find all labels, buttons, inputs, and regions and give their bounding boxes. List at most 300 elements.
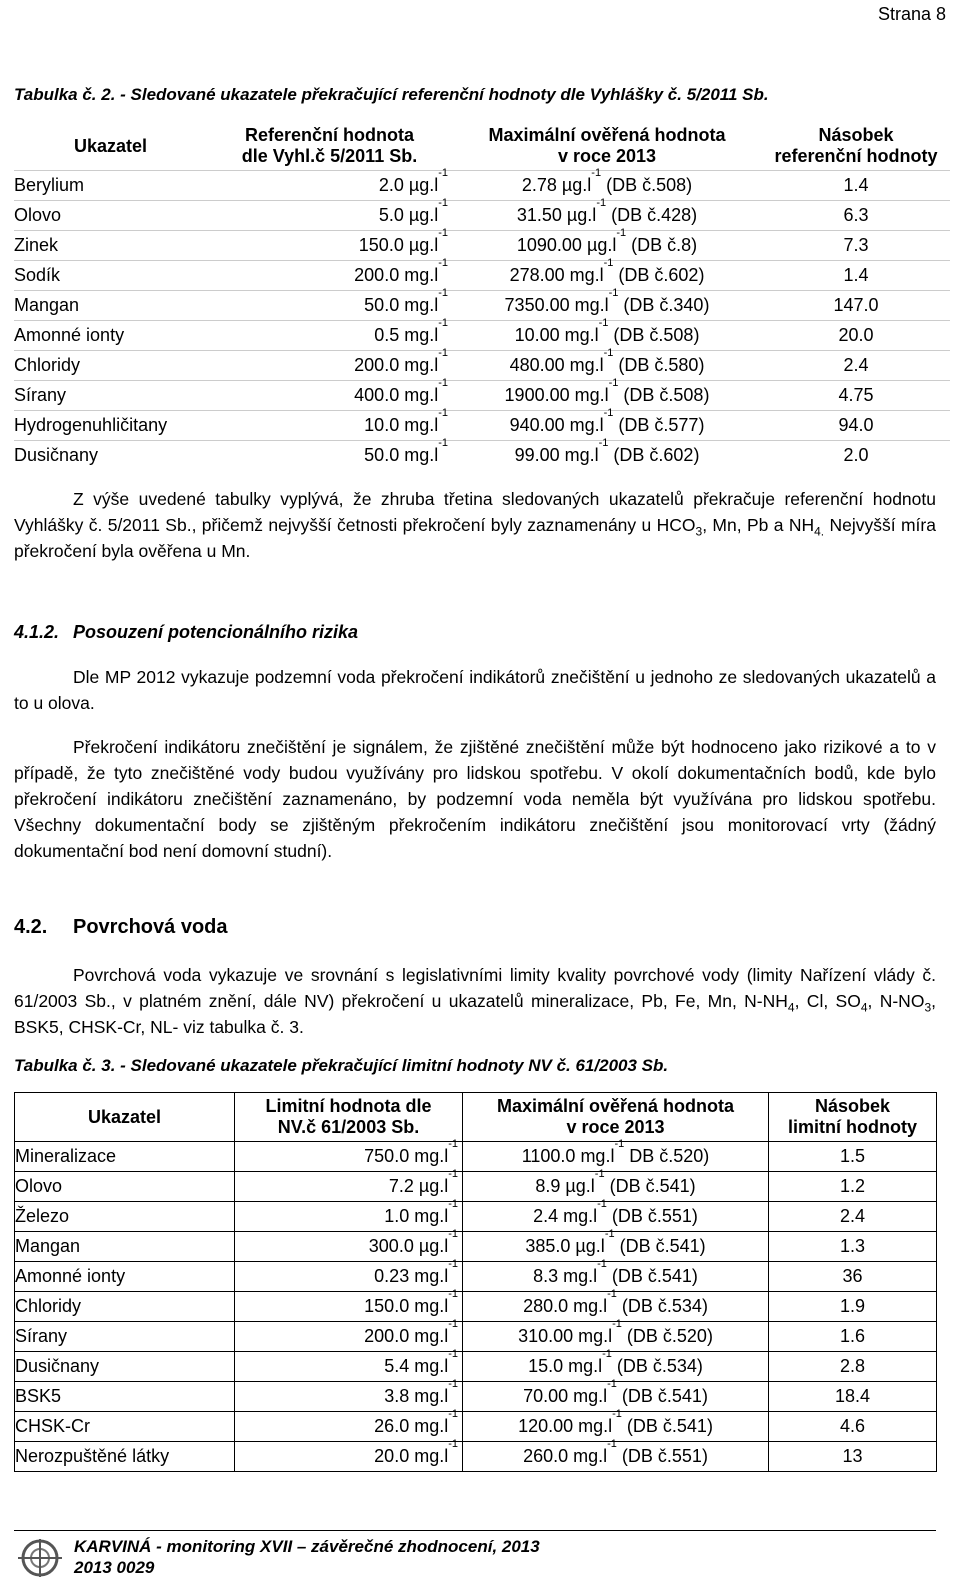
max-value (463, 1288, 769, 1322)
unit-exponent: -1 (614, 1138, 625, 1150)
multiple-value (762, 171, 950, 201)
table-row (15, 1322, 937, 1352)
footer-text (74, 1536, 540, 1578)
p42-b: , Cl, SO (794, 991, 861, 1011)
max-value-text: 2.78 µg.l (521, 175, 592, 195)
table3-header-limit (235, 1093, 463, 1142)
table2-header-maximum (452, 122, 762, 171)
unit-exponent: -1 (448, 1168, 458, 1180)
p42-c: , N-NO (867, 991, 925, 1011)
indicator-name (15, 1202, 235, 1232)
limit-value (235, 1138, 463, 1172)
reference-value (207, 407, 452, 441)
table2-header-reference-line1: Referenční hodnota (244, 125, 414, 145)
multiple-value (769, 1172, 937, 1202)
multiple-value-text: 4.75 (838, 385, 874, 405)
table-row (14, 291, 950, 321)
indicator-name (14, 411, 207, 441)
unit-exponent: -1 (607, 1288, 617, 1300)
table-row (14, 261, 950, 291)
table-row (15, 1292, 937, 1322)
db-reference: (DB č.541) (614, 1236, 706, 1256)
section-412-heading (14, 622, 358, 643)
table3-header-indicator: Ukazatel (15, 1093, 235, 1142)
multiple-value (769, 1262, 937, 1292)
indicator-name (14, 321, 207, 351)
page-number: Strana 8 (877, 4, 946, 24)
multiple-value (769, 1412, 937, 1442)
table3-header-maximum-line1: Maximální ověřená hodnota (496, 1096, 735, 1116)
reference-value-text: 150.0 µg.l (358, 235, 439, 255)
multiple-value-text: 6.3 (843, 205, 869, 225)
db-reference: (DB č.534) (611, 1356, 703, 1376)
reference-value-text: 50.0 mg.l (364, 445, 439, 465)
reference-value (207, 377, 452, 411)
table-row (14, 441, 950, 471)
unit-exponent: -1 (597, 1198, 607, 1210)
reference-value-text: 2.0 µg.l (378, 175, 439, 195)
max-value-text: 385.0 µg.l (525, 1236, 605, 1256)
table3-header-multiple-line2: limitní hodnoty (788, 1117, 917, 1137)
indicator-name-text: Amonné ionty (15, 1266, 126, 1286)
limit-value (235, 1378, 463, 1412)
section-412-title: Posouzení potencionálního rizika (73, 622, 359, 642)
limit-value-text: 750.0 mg.l (364, 1146, 449, 1166)
max-value-text: 70.00 mg.l (523, 1386, 608, 1406)
indicator-name (15, 1322, 235, 1352)
table-row (14, 171, 950, 201)
indicator-name-text: Olovo (14, 205, 62, 225)
max-value (463, 1138, 769, 1172)
max-value (452, 287, 762, 321)
multiple-value (769, 1382, 937, 1412)
db-reference: (DB č.577) (613, 415, 705, 435)
limit-value-text: 150.0 mg.l (364, 1296, 449, 1316)
table-row (15, 1262, 937, 1292)
table2-header-maximum-line1: Maximální ověřená hodnota (488, 125, 726, 145)
db-reference: (DB č.551) (616, 1446, 708, 1466)
multiple-value (769, 1322, 937, 1352)
unit-exponent: -1 (438, 317, 448, 329)
table3-header-multiple (769, 1093, 937, 1142)
multiple-value (762, 321, 950, 351)
indicator-name-text: Mangan (15, 1236, 81, 1256)
db-reference: (DB č.508) (618, 385, 710, 405)
table-row (15, 1232, 937, 1262)
indicator-name-text: Mineralizace (15, 1146, 117, 1166)
indicator-name (15, 1382, 235, 1412)
indicator-name (15, 1292, 235, 1322)
unit-exponent: -1 (448, 1408, 458, 1420)
table3-header-maximum-line2: v roce 2013 (566, 1117, 665, 1137)
table-row (15, 1442, 937, 1472)
table3 (14, 1092, 937, 1472)
unit-exponent: -1 (448, 1198, 458, 1210)
multiple-value-text: 2.8 (839, 1356, 866, 1376)
table-row (15, 1382, 937, 1412)
limit-value (235, 1228, 463, 1262)
db-reference: (DB č.541) (616, 1386, 708, 1406)
db-reference: (DB č.340) (618, 295, 710, 315)
unit-exponent: -1 (608, 287, 619, 299)
reference-value (207, 227, 452, 261)
indicator-name-text: Mangan (14, 295, 80, 315)
reference-value (207, 437, 452, 471)
table2-header-multiple-line2: referenční hodnoty (774, 146, 938, 166)
max-value-text: 1090.00 µg.l (516, 235, 617, 255)
db-reference: (DB č.602) (608, 445, 700, 465)
max-value-text: 278.00 mg.l (509, 265, 604, 285)
indicator-name-text: BSK5 (15, 1386, 62, 1406)
multiple-value (762, 231, 950, 261)
table3-header-multiple-line1: Násobek (814, 1096, 891, 1116)
reference-value-text: 50.0 mg.l (364, 295, 439, 315)
max-value-text: 1100.0 mg.l (521, 1146, 615, 1166)
table-row (14, 411, 950, 441)
multiple-value-text: 1.4 (843, 175, 869, 195)
multiple-value-text: 36 (842, 1266, 863, 1286)
reference-value-text: 10.0 mg.l (364, 415, 439, 435)
reference-value (207, 347, 452, 381)
p42-s2: 4 (860, 1000, 868, 1015)
unit-exponent: -1 (438, 437, 448, 449)
table2-header-reference-line2: dle Vyhl.č 5/2011 Sb. (241, 146, 418, 166)
indicator-name (14, 261, 207, 291)
unit-exponent: -1 (607, 1438, 617, 1450)
unit-exponent: -1 (448, 1348, 458, 1360)
footer-line1: KARVINÁ - monitoring XVII – závěrečné zhodnocení, 2013 (74, 1537, 540, 1556)
unit-exponent: -1 (616, 227, 627, 239)
unit-exponent: -1 (603, 257, 614, 269)
limit-value-text: 1.0 mg.l (384, 1206, 449, 1226)
unit-exponent: -1 (603, 407, 614, 419)
max-value (463, 1438, 769, 1472)
p1-b: , Mn, Pb a NH (702, 515, 815, 535)
indicator-name-text: Sírany (15, 1326, 68, 1346)
multiple-value (762, 291, 950, 321)
table2-header-multiple-line1: Násobek (818, 125, 894, 145)
multiple-value (769, 1232, 937, 1262)
db-reference: (DB č.508) (608, 325, 700, 345)
table-row (15, 1412, 937, 1442)
unit-exponent: -1 (448, 1318, 458, 1330)
db-reference: DB č.520) (624, 1146, 710, 1166)
limit-value (235, 1348, 463, 1382)
multiple-value-text: 18.4 (834, 1386, 871, 1406)
limit-value-text: 26.0 mg.l (374, 1416, 449, 1436)
multiple-value-text: 1.9 (839, 1296, 866, 1316)
unit-exponent: -1 (438, 407, 448, 419)
multiple-value (762, 351, 950, 381)
max-value-text: 310.00 mg.l (518, 1326, 613, 1346)
max-value-text: 10.00 mg.l (514, 325, 599, 345)
table3-header-row (15, 1093, 937, 1142)
section-412-number: 4.1.2. (14, 622, 60, 642)
max-value (452, 317, 762, 351)
limit-value-text: 5.4 mg.l (384, 1356, 449, 1376)
unit-exponent: -1 (604, 1228, 615, 1240)
reference-value (207, 197, 452, 231)
unit-exponent: -1 (596, 197, 607, 209)
p42-s3: 3 (924, 1000, 932, 1015)
unit-exponent: -1 (438, 257, 448, 269)
max-value-text: 8.3 mg.l (533, 1266, 598, 1286)
indicator-name (14, 351, 207, 381)
multiple-value (762, 201, 950, 231)
reference-value-text: 5.0 µg.l (378, 205, 439, 225)
indicator-name-text: Zinek (14, 235, 59, 255)
table-row (14, 201, 950, 231)
table-row (14, 321, 950, 351)
unit-exponent: -1 (607, 1378, 617, 1390)
limit-value (235, 1168, 463, 1202)
unit-exponent: -1 (438, 287, 448, 299)
multiple-value (769, 1142, 937, 1172)
p1-a: Z výše uvedené tabulky vyplývá, že zhruba třetina sledovaných ukazatelů překračuje referenční hodnotu Vyhlášky č. 5/2011 Sb., přičemž nejvyšší četnosti překročení byly zaznamenány u HCO (14, 489, 936, 535)
indicator-name-text: Berylium (14, 175, 85, 195)
max-value (452, 197, 762, 231)
table-row (15, 1142, 937, 1172)
max-value-text: 7350.00 mg.l (504, 295, 609, 315)
multiple-value-text: 2.4 (839, 1206, 866, 1226)
unit-exponent: -1 (438, 377, 448, 389)
multiple-value (769, 1292, 937, 1322)
limit-value (235, 1258, 463, 1292)
limit-value (235, 1288, 463, 1322)
table2 (14, 122, 950, 470)
section-42-paragraph (14, 962, 936, 1040)
multiple-value-text: 1.6 (839, 1326, 866, 1346)
multiple-value-text: 1.5 (839, 1146, 866, 1166)
p42-d: , BSK5, CHSK-Cr, NL- viz tabulka č. 3. (14, 991, 936, 1037)
multiple-value-text: 2.0 (843, 445, 869, 465)
unit-exponent: -1 (448, 1258, 458, 1270)
paragraph-table2-summary (14, 486, 936, 564)
p1-sub1: 3 (695, 524, 703, 539)
limit-value (235, 1408, 463, 1442)
multiple-value (762, 381, 950, 411)
table-row (15, 1172, 937, 1202)
table3-caption: Tabulka č. 3. - Sledované ukazatele překračující limitní hodnoty NV č. 61/2003 Sb. (14, 1056, 669, 1075)
footer-line2: 2013 0029 (74, 1558, 155, 1577)
max-value (452, 257, 762, 291)
unit-exponent: -1 (598, 437, 609, 449)
reference-value (207, 317, 452, 351)
indicator-name-text: Chloridy (15, 1296, 82, 1316)
max-value-text: 940.00 mg.l (509, 415, 604, 435)
unit-exponent: -1 (448, 1228, 458, 1240)
indicator-name-text: Dusičnany (15, 1356, 100, 1376)
db-reference: (DB č.541) (604, 1176, 696, 1196)
indicator-name (15, 1442, 235, 1472)
max-value (463, 1318, 769, 1352)
reference-value-text: 200.0 mg.l (354, 355, 439, 375)
table-row (14, 381, 950, 411)
table-row (15, 1352, 937, 1382)
indicator-name (14, 171, 207, 201)
unit-exponent: -1 (603, 347, 614, 359)
unit-exponent: -1 (597, 1258, 607, 1270)
max-value-text: 120.00 mg.l (518, 1416, 613, 1436)
reference-value-text: 400.0 mg.l (354, 385, 439, 405)
section-42-title: Povrchová voda (73, 916, 228, 938)
max-value (463, 1378, 769, 1412)
max-value (452, 437, 762, 471)
max-value-text: 8.9 µg.l (535, 1176, 595, 1196)
indicator-name (15, 1262, 235, 1292)
max-value (463, 1168, 769, 1202)
db-reference: (DB č.602) (613, 265, 705, 285)
p1-sub2: 4. (814, 524, 825, 539)
table2-header-row (14, 122, 950, 171)
limit-value-text: 3.8 mg.l (384, 1386, 449, 1406)
table2-header-reference (207, 122, 452, 171)
unit-exponent: -1 (602, 1348, 612, 1360)
max-value (463, 1228, 769, 1262)
multiple-value (762, 441, 950, 471)
multiple-value-text: 7.3 (843, 235, 869, 255)
unit-exponent: -1 (612, 1318, 622, 1330)
indicator-name (14, 381, 207, 411)
p1-c: Nejvyšší míra překročení byla ověřena u Mn. (14, 515, 936, 561)
multiple-value-text: 1.2 (839, 1176, 866, 1196)
limit-value (235, 1438, 463, 1472)
indicator-name-text: Sírany (14, 385, 67, 405)
multiple-value-text: 2.4 (843, 355, 869, 375)
indicator-name-text: Nerozpuštěné látky (15, 1446, 170, 1466)
db-reference: (DB č.8) (626, 235, 698, 255)
unit-exponent: -1 (594, 1168, 605, 1180)
unit-exponent: -1 (448, 1438, 458, 1450)
indicator-name (15, 1142, 235, 1172)
max-value-text: 480.00 mg.l (509, 355, 604, 375)
limit-value-text: 0.23 mg.l (374, 1266, 449, 1286)
p42-a: Povrchová voda vykazuje ve srovnání s legislativními limity kvality povrchové vody (limity Nařízení vlády č. 61/2003 Sb., v platném znění, dále NV) překročení u ukazatelů mineralizace, Pb, Fe, Mn, N-NH (14, 965, 936, 1011)
footer-divider (14, 1530, 936, 1531)
limit-value (235, 1318, 463, 1352)
indicator-name-text: Chloridy (14, 355, 81, 375)
db-reference: (DB č.428) (606, 205, 698, 225)
reference-value (207, 287, 452, 321)
indicator-name (14, 291, 207, 321)
max-value (463, 1258, 769, 1292)
db-reference: (DB č.541) (621, 1416, 713, 1436)
unit-exponent: -1 (438, 197, 448, 209)
section-42-number: 4.2. (14, 916, 48, 938)
indicator-name-text: Olovo (15, 1176, 63, 1196)
table-row (14, 351, 950, 381)
reference-value (207, 167, 452, 201)
multiple-value-text: 4.6 (839, 1416, 866, 1436)
max-value (452, 227, 762, 261)
multiple-value (769, 1202, 937, 1232)
p42-s1: 4 (787, 1000, 795, 1015)
indicator-name-text: Železo (15, 1206, 70, 1226)
table2-caption: Tabulka č. 2. - Sledované ukazatele překračující referenční hodnoty dle Vyhlášky č. 5/2011 Sb. (14, 85, 769, 104)
multiple-value-text: 20.0 (838, 325, 874, 345)
multiple-value (762, 411, 950, 441)
unit-exponent: -1 (448, 1288, 458, 1300)
limit-value-text: 20.0 mg.l (374, 1446, 449, 1466)
table2-header-maximum-line2: v roce 2013 (557, 146, 657, 166)
max-value-text: 15.0 mg.l (528, 1356, 603, 1376)
unit-exponent: -1 (438, 227, 448, 239)
multiple-value (769, 1352, 937, 1382)
multiple-value-text: 1.4 (843, 265, 869, 285)
max-value (463, 1408, 769, 1442)
indicator-name (15, 1352, 235, 1382)
max-value-text: 99.00 mg.l (514, 445, 599, 465)
multiple-value (769, 1442, 937, 1472)
reference-value (207, 257, 452, 291)
unit-exponent: -1 (448, 1138, 458, 1150)
multiple-value-text: 13 (842, 1446, 863, 1466)
max-value (452, 407, 762, 441)
max-value (452, 377, 762, 411)
db-reference: (DB č.541) (606, 1266, 698, 1286)
max-value-text: 260.0 mg.l (523, 1446, 608, 1466)
limit-value-text: 7.2 µg.l (388, 1176, 449, 1196)
multiple-value (762, 261, 950, 291)
multiple-value-text: 94.0 (838, 415, 874, 435)
section-412-paragraph1: Dle MP 2012 vykazuje podzemní voda překročení indikátorů znečištění u jednoho ze sledovaných ukazatelů a to u olova. (14, 667, 936, 713)
table2-header-multiple (762, 122, 950, 171)
db-reference: (DB č.534) (616, 1296, 708, 1316)
max-value (463, 1348, 769, 1382)
indicator-name (14, 231, 207, 261)
indicator-name (14, 441, 207, 471)
unit-exponent: -1 (438, 347, 448, 359)
unit-exponent: -1 (438, 167, 448, 179)
indicator-name-text: CHSK-Cr (15, 1416, 90, 1436)
multiple-value-text: 1.3 (839, 1236, 866, 1256)
unit-exponent: -1 (591, 167, 602, 179)
table-row (14, 231, 950, 261)
db-reference: (DB č.508) (601, 175, 693, 195)
indicator-name-text: Dusičnany (14, 445, 99, 465)
table3-header-limit-line1: Limitní hodnota dle (265, 1096, 432, 1116)
indicator-name-text: Amonné ionty (14, 325, 125, 345)
indicator-name-text: Sodík (14, 265, 61, 285)
max-value-text: 2.4 mg.l (533, 1206, 598, 1226)
limit-value-text: 200.0 mg.l (364, 1326, 449, 1346)
table-row (15, 1202, 937, 1232)
max-value-text: 31.50 µg.l (516, 205, 597, 225)
unit-exponent: -1 (448, 1378, 458, 1390)
section-412-paragraph2: Překročení indikátoru znečištění je signálem, že zjištěné znečištění může být hodnoceno jako rizikové a to v případě, že tyto znečištěné vody budou využívány pro lidskou spotřebu. V okolí dokumentačních bodů, kde bylo překročení indikátoru znečištění zaznamenáno, by podzemní voda neměla být využívána pro lidskou spotřebu. Všechny dokumentační body se zjištěným překročením indikátoru znečištění jsou monitorovací vrty (žádný dokumentační bod není domovní studní). (14, 737, 936, 861)
max-value-text: 280.0 mg.l (523, 1296, 608, 1316)
indicator-name-text: Hydrogenuhličitany (14, 415, 168, 435)
db-reference: (DB č.520) (621, 1326, 713, 1346)
db-reference: (DB č.580) (613, 355, 705, 375)
unit-exponent: -1 (608, 377, 619, 389)
company-logo (14, 1538, 66, 1578)
limit-value-text: 300.0 µg.l (368, 1236, 449, 1256)
limit-value (235, 1198, 463, 1232)
db-reference: (DB č.551) (606, 1206, 698, 1226)
max-value (463, 1198, 769, 1232)
unit-exponent: -1 (598, 317, 609, 329)
indicator-name (15, 1412, 235, 1442)
section-42-heading (14, 916, 228, 939)
multiple-value-text: 147.0 (833, 295, 879, 315)
reference-value-text: 0.5 mg.l (374, 325, 439, 345)
table3-header-maximum (463, 1093, 769, 1142)
unit-exponent: -1 (612, 1408, 622, 1420)
max-value-text: 1900.00 mg.l (504, 385, 609, 405)
table3-header-limit-line2: NV.č 61/2003 Sb. (277, 1117, 420, 1137)
indicator-name (15, 1172, 235, 1202)
